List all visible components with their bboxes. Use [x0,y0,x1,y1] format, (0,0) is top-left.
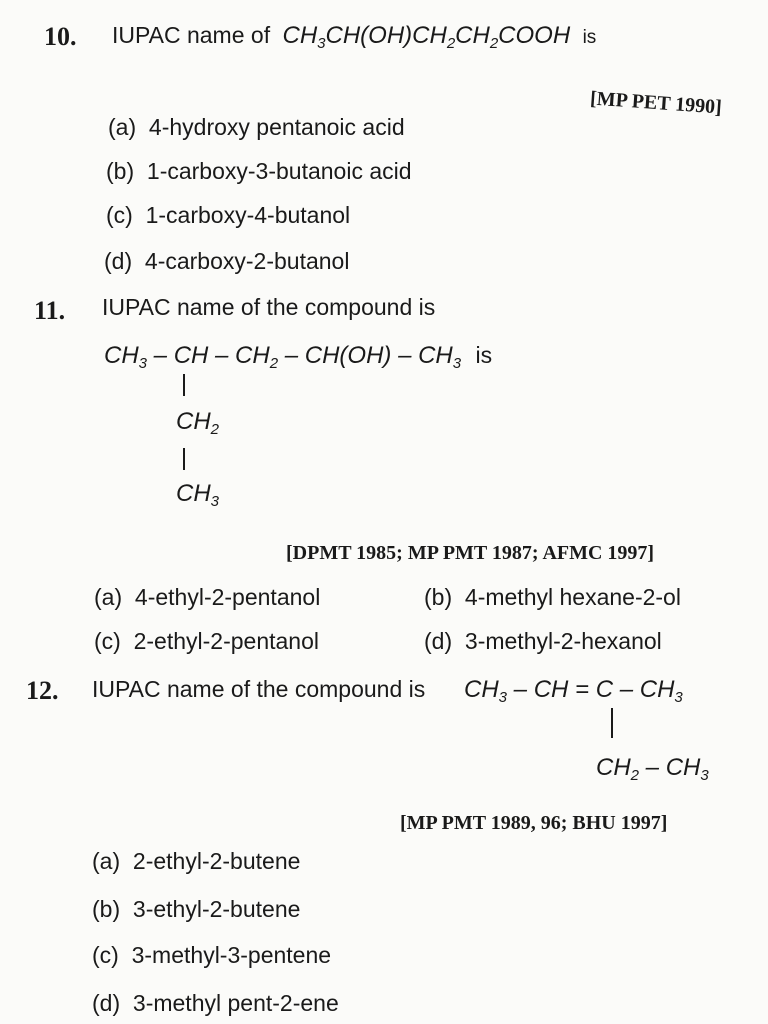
question-12-option-a[interactable]: (a) 2-ethyl-2-butene [92,848,301,874]
question-10-option-c[interactable]: (c) 1-carboxy-4-butanol [106,202,351,228]
question-12-number: 12. [26,676,59,705]
question-11-option-b[interactable]: (b) 4-methyl hexane-2-ol [424,584,681,610]
question-10-stem-text: IUPAC name of [112,22,271,48]
question-11-option-d[interactable]: (d) 3-methyl-2-hexanol [424,628,662,654]
question-11-bond-1 [183,374,185,396]
question-11-number: 11. [34,296,66,325]
question-10-option-d[interactable]: (d) 4-carboxy-2-butanol [104,248,350,274]
question-11-source: [DPMT 1985; MP PMT 1987; AFMC 1997] [286,542,655,564]
question-12-option-c[interactable]: (c) 3-methyl-3-pentene [92,942,332,968]
question-12-option-b[interactable]: (b) 3-ethyl-2-butene [92,896,301,922]
question-10-number: 10. [44,22,77,51]
question-10-source: [MP PET 1990] [589,87,723,119]
question-12-option-d[interactable]: (d) 3-methyl pent-2-ene [92,990,339,1016]
question-12-bond [611,708,613,738]
question-11-branch-ch3: $CH_3$ [176,480,220,510]
question-11-structure [104,342,492,372]
question-10-option-b[interactable]: (b) 1-carboxy-3-butanoic acid [106,158,412,184]
question-10-option-a[interactable]: (a) 4-hydroxy pentanoic acid [108,114,405,140]
question-11-branch-ch2: $CH_2$ [176,408,220,438]
question-12-source: [MP PMT 1989, 96; BHU 1997] [400,812,668,834]
question-10-stem [112,22,596,52]
question-11-option-c[interactable]: (c) 2-ethyl-2-pentanol [94,628,320,654]
question-11-option-a[interactable]: (a) 4-ethyl-2-pentanol [94,584,321,610]
question-10-formula: $CH_3CH(OH)CH_2CH_2COOH$ [282,22,571,52]
question-11-bond-2 [183,448,185,470]
question-12-branch: $CH_2 - CH_3$ [596,754,709,784]
question-12-stem: IUPAC name of the compound is [92,676,426,702]
question-11-stem: IUPAC name of the compound is [102,294,436,320]
question-10-stem-end: is [582,27,597,48]
question-12-main-chain: $CH_3$ – CH = C – $CH_3$ [464,676,683,706]
question-11-structure-end: is [475,342,493,368]
question-11-main-chain: $CH_3$ – CH – $CH_2 - CH(OH) - CH_3$ [104,342,462,372]
